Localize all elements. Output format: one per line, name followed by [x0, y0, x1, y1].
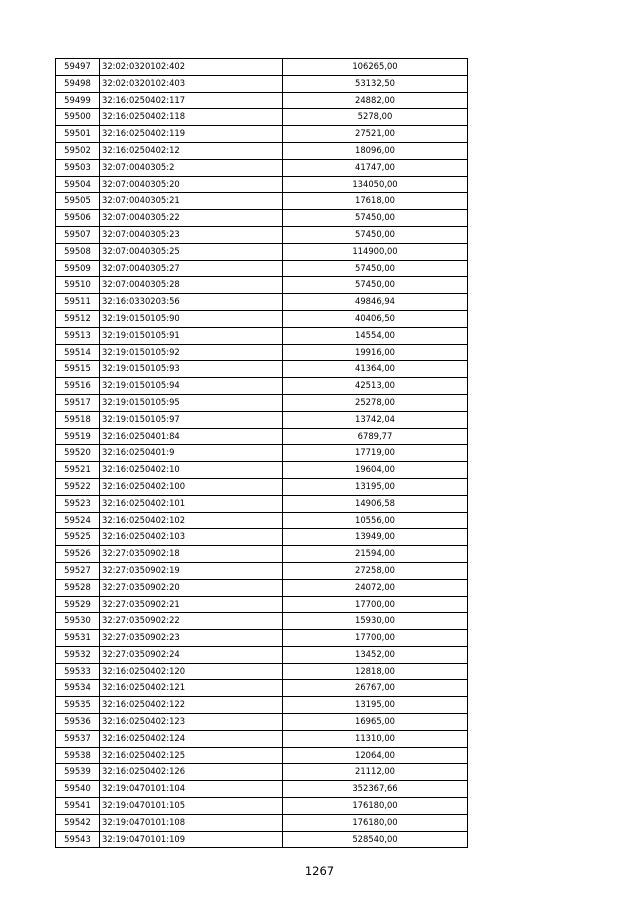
value-cell: 13452,00	[283, 646, 468, 663]
cadastral-number-cell: 32:16:0250402:102	[100, 512, 283, 529]
table-row	[56, 126, 468, 143]
value-cell: 17618,00	[283, 193, 468, 210]
row-number-cell: 59513	[56, 327, 100, 344]
table-row	[56, 462, 468, 479]
row-number-cell: 59512	[56, 310, 100, 327]
value-cell: 134050,00	[283, 176, 468, 193]
cadastral-number-cell: 32:16:0250401:84	[100, 428, 283, 445]
row-number-cell: 59514	[56, 344, 100, 361]
cadastral-number-cell: 32:16:0250402:10	[100, 462, 283, 479]
cadastral-number-cell: 32:16:0250402:123	[100, 714, 283, 731]
cadastral-number-cell: 32:16:0330203:56	[100, 294, 283, 311]
value-cell: 25278,00	[283, 394, 468, 411]
cadastral-number-cell: 32:27:0350902:21	[100, 596, 283, 613]
table-row	[56, 478, 468, 495]
value-cell: 114900,00	[283, 243, 468, 260]
value-cell: 352367,66	[283, 781, 468, 798]
cadastral-number-cell: 32:07:0040305:21	[100, 193, 283, 210]
cadastral-number-cell: 32:27:0350902:22	[100, 613, 283, 630]
row-number-cell: 59516	[56, 378, 100, 395]
cadastral-number-cell: 32:19:0470101:105	[100, 798, 283, 815]
row-number-cell: 59541	[56, 798, 100, 815]
row-number-cell: 59515	[56, 361, 100, 378]
row-number-cell: 59524	[56, 512, 100, 529]
row-number-cell: 59497	[56, 59, 100, 76]
table-row	[56, 781, 468, 798]
table-row	[56, 75, 468, 92]
cadastral-number-cell: 32:02:0320102:402	[100, 59, 283, 76]
row-number-cell: 59509	[56, 260, 100, 277]
registry-table	[55, 58, 468, 848]
table-row	[56, 596, 468, 613]
value-cell: 53132,50	[283, 75, 468, 92]
row-number-cell: 59535	[56, 697, 100, 714]
table-row	[56, 798, 468, 815]
value-cell: 24072,00	[283, 579, 468, 596]
table-row	[56, 680, 468, 697]
row-number-cell: 59503	[56, 159, 100, 176]
table-row	[56, 159, 468, 176]
row-number-cell: 59530	[56, 613, 100, 630]
cadastral-number-cell: 32:07:0040305:25	[100, 243, 283, 260]
value-cell: 27521,00	[283, 126, 468, 143]
page-number: 1267	[304, 864, 335, 878]
row-number-cell: 59528	[56, 579, 100, 596]
table-row	[56, 613, 468, 630]
table-row	[56, 277, 468, 294]
table-row	[56, 764, 468, 781]
value-cell: 49846,94	[283, 294, 468, 311]
cadastral-number-cell: 32:16:0250402:103	[100, 529, 283, 546]
table-row	[56, 394, 468, 411]
table-row	[56, 92, 468, 109]
table-row	[56, 59, 468, 76]
row-number-cell: 59523	[56, 495, 100, 512]
cadastral-number-cell: 32:16:0250402:101	[100, 495, 283, 512]
table-row	[56, 176, 468, 193]
table-row	[56, 243, 468, 260]
row-number-cell: 59536	[56, 714, 100, 731]
table-row	[56, 814, 468, 831]
row-number-cell: 59543	[56, 831, 100, 848]
table-row	[56, 495, 468, 512]
row-number-cell: 59508	[56, 243, 100, 260]
row-number-cell: 59510	[56, 277, 100, 294]
row-number-cell: 59507	[56, 226, 100, 243]
row-number-cell: 59506	[56, 210, 100, 227]
table-row	[56, 344, 468, 361]
cadastral-number-cell: 32:16:0250402:118	[100, 109, 283, 126]
value-cell: 21594,00	[283, 546, 468, 563]
row-number-cell: 59526	[56, 546, 100, 563]
value-cell: 14906,58	[283, 495, 468, 512]
value-cell: 18096,00	[283, 142, 468, 159]
cadastral-number-cell: 32:27:0350902:23	[100, 630, 283, 647]
cadastral-number-cell: 32:07:0040305:28	[100, 277, 283, 294]
value-cell: 176180,00	[283, 814, 468, 831]
table-row	[56, 361, 468, 378]
table-row	[56, 562, 468, 579]
row-number-cell: 59537	[56, 730, 100, 747]
cadastral-number-cell: 32:19:0150105:94	[100, 378, 283, 395]
value-cell: 6789,77	[283, 428, 468, 445]
row-number-cell: 59511	[56, 294, 100, 311]
row-number-cell: 59505	[56, 193, 100, 210]
cadastral-number-cell: 32:16:0250402:126	[100, 764, 283, 781]
table-row	[56, 546, 468, 563]
row-number-cell: 59542	[56, 814, 100, 831]
table-row	[56, 646, 468, 663]
table-row	[56, 697, 468, 714]
row-number-cell: 59529	[56, 596, 100, 613]
value-cell: 42513,00	[283, 378, 468, 395]
value-cell: 10556,00	[283, 512, 468, 529]
cadastral-number-cell: 32:16:0250402:119	[100, 126, 283, 143]
row-number-cell: 59519	[56, 428, 100, 445]
cadastral-number-cell: 32:19:0470101:108	[100, 814, 283, 831]
row-number-cell: 59504	[56, 176, 100, 193]
cadastral-number-cell: 32:16:0250402:125	[100, 747, 283, 764]
cadastral-number-cell: 32:07:0040305:20	[100, 176, 283, 193]
cadastral-number-cell: 32:16:0250402:124	[100, 730, 283, 747]
cadastral-number-cell: 32:27:0350902:24	[100, 646, 283, 663]
row-number-cell: 59502	[56, 142, 100, 159]
cadastral-number-cell: 32:02:0320102:403	[100, 75, 283, 92]
row-number-cell: 59520	[56, 445, 100, 462]
row-number-cell: 59525	[56, 529, 100, 546]
cadastral-number-cell: 32:16:0250402:120	[100, 663, 283, 680]
row-number-cell: 59517	[56, 394, 100, 411]
table-row	[56, 730, 468, 747]
value-cell: 13742,04	[283, 411, 468, 428]
table-row	[56, 327, 468, 344]
cadastral-number-cell: 32:07:0040305:23	[100, 226, 283, 243]
cadastral-number-cell: 32:07:0040305:27	[100, 260, 283, 277]
row-number-cell: 59538	[56, 747, 100, 764]
row-number-cell: 59501	[56, 126, 100, 143]
cadastral-number-cell: 32:19:0470101:109	[100, 831, 283, 848]
table-row	[56, 428, 468, 445]
cadastral-number-cell: 32:07:0040305:22	[100, 210, 283, 227]
row-number-cell: 59499	[56, 92, 100, 109]
cadastral-number-cell: 32:27:0350902:18	[100, 546, 283, 563]
value-cell: 57450,00	[283, 210, 468, 227]
value-cell: 176180,00	[283, 798, 468, 815]
value-cell: 40406,50	[283, 310, 468, 327]
cadastral-number-cell: 32:19:0150105:91	[100, 327, 283, 344]
table-row	[56, 109, 468, 126]
value-cell: 12818,00	[283, 663, 468, 680]
cadastral-number-cell: 32:16:0250402:122	[100, 697, 283, 714]
row-number-cell: 59531	[56, 630, 100, 647]
value-cell: 13195,00	[283, 478, 468, 495]
value-cell: 21112,00	[283, 764, 468, 781]
row-number-cell: 59498	[56, 75, 100, 92]
value-cell: 15930,00	[283, 613, 468, 630]
cadastral-number-cell: 32:16:0250401:9	[100, 445, 283, 462]
table-row	[56, 378, 468, 395]
row-number-cell: 59533	[56, 663, 100, 680]
table-row	[56, 294, 468, 311]
value-cell: 13949,00	[283, 529, 468, 546]
table-row	[56, 411, 468, 428]
registry-table-body	[56, 59, 468, 848]
cadastral-number-cell: 32:07:0040305:2	[100, 159, 283, 176]
value-cell: 17700,00	[283, 596, 468, 613]
value-cell: 528540,00	[283, 831, 468, 848]
value-cell: 41364,00	[283, 361, 468, 378]
table-row	[56, 579, 468, 596]
value-cell: 57450,00	[283, 226, 468, 243]
cadastral-number-cell: 32:19:0150105:97	[100, 411, 283, 428]
value-cell: 57450,00	[283, 277, 468, 294]
table-row	[56, 663, 468, 680]
table-row	[56, 142, 468, 159]
value-cell: 19604,00	[283, 462, 468, 479]
table-row	[56, 747, 468, 764]
row-number-cell: 59532	[56, 646, 100, 663]
row-number-cell: 59534	[56, 680, 100, 697]
row-number-cell: 59500	[56, 109, 100, 126]
table-row	[56, 310, 468, 327]
table-row	[56, 260, 468, 277]
value-cell: 14554,00	[283, 327, 468, 344]
row-number-cell: 59521	[56, 462, 100, 479]
table-row	[56, 831, 468, 848]
cadastral-number-cell: 32:16:0250402:100	[100, 478, 283, 495]
value-cell: 27258,00	[283, 562, 468, 579]
value-cell: 5278,00	[283, 109, 468, 126]
value-cell: 11310,00	[283, 730, 468, 747]
table-row	[56, 512, 468, 529]
cadastral-number-cell: 32:19:0470101:104	[100, 781, 283, 798]
value-cell: 17719,00	[283, 445, 468, 462]
value-cell: 41747,00	[283, 159, 468, 176]
table-row	[56, 445, 468, 462]
cadastral-number-cell: 32:27:0350902:19	[100, 562, 283, 579]
value-cell: 26767,00	[283, 680, 468, 697]
row-number-cell: 59539	[56, 764, 100, 781]
table-row	[56, 529, 468, 546]
value-cell: 13195,00	[283, 697, 468, 714]
value-cell: 106265,00	[283, 59, 468, 76]
value-cell: 16965,00	[283, 714, 468, 731]
table-row	[56, 630, 468, 647]
row-number-cell: 59522	[56, 478, 100, 495]
table-row	[56, 210, 468, 227]
cadastral-number-cell: 32:19:0150105:93	[100, 361, 283, 378]
cadastral-number-cell: 32:19:0150105:92	[100, 344, 283, 361]
row-number-cell: 59518	[56, 411, 100, 428]
cadastral-number-cell: 32:16:0250402:121	[100, 680, 283, 697]
value-cell: 24882,00	[283, 92, 468, 109]
value-cell: 19916,00	[283, 344, 468, 361]
cadastral-number-cell: 32:27:0350902:20	[100, 579, 283, 596]
value-cell: 57450,00	[283, 260, 468, 277]
table-row	[56, 193, 468, 210]
cadastral-number-cell: 32:16:0250402:12	[100, 142, 283, 159]
table-row	[56, 226, 468, 243]
value-cell: 17700,00	[283, 630, 468, 647]
table-row	[56, 714, 468, 731]
cadastral-number-cell: 32:19:0150105:95	[100, 394, 283, 411]
row-number-cell: 59527	[56, 562, 100, 579]
cadastral-number-cell: 32:19:0150105:90	[100, 310, 283, 327]
cadastral-number-cell: 32:16:0250402:117	[100, 92, 283, 109]
row-number-cell: 59540	[56, 781, 100, 798]
value-cell: 12064,00	[283, 747, 468, 764]
